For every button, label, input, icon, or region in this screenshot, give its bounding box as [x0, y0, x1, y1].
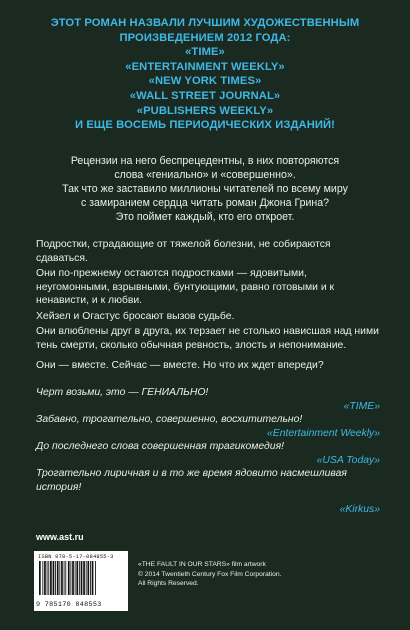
description-paragraph: Они — вместе. Сейчас — вместе. Но что их ждет впереди?	[36, 360, 324, 371]
credit-line: «THE FAULT IN OUR STARS» film artwork	[138, 561, 266, 568]
barcode-bar	[48, 561, 49, 595]
barcode-bar	[86, 561, 87, 595]
credit-line: © 2014 Twentieth Century Fox Film Corporation.	[138, 570, 282, 578]
review-source: «Kirkus»	[339, 504, 380, 515]
intro-line: с замиранием сердца читать роман Джона Грина?	[80, 197, 330, 209]
description-block	[36, 238, 380, 373]
barcode-bar	[81, 561, 83, 595]
barcode-bar	[72, 561, 74, 595]
barcode-bar	[47, 561, 48, 595]
publisher-url: www.ast.ru	[36, 532, 84, 542]
barcode-bar	[65, 561, 66, 595]
awards-publication: «TIME»	[185, 46, 225, 59]
film-credits	[138, 560, 281, 589]
barcode-bar	[83, 561, 85, 595]
review-source: «Entertainment Weekly»	[266, 427, 380, 439]
awards-publication: «ENTERTAINMENT WEEKLY»	[125, 60, 285, 73]
barcode-bar	[79, 561, 80, 595]
barcode-bar	[59, 561, 60, 595]
awards-line: ЭТОТ РОМАН НАЗВАЛИ ЛУЧШИМ ХУДОЖЕСТВЕННЫМ	[50, 17, 360, 29]
review-source: «USA Today»	[316, 454, 380, 466]
reviews-block	[36, 386, 380, 517]
awards-publication: «PUBLISHERS WEEKLY»	[136, 104, 274, 117]
barcode-bar	[44, 561, 46, 595]
description-paragraph: Они по-прежнему остаются подростками — ядовитыми, неугомонными, взрывными, бунтующими, равно готовыми и к ненависти, и к любви.	[36, 268, 335, 306]
description-paragraph: Они влюблены друг в друга, их терзает не столько нависшая над ними тень смерти, сколько обычная ревность, злость и непонимание.	[36, 326, 379, 351]
barcode-bar	[92, 561, 94, 595]
awards-block	[10, 16, 400, 133]
barcode-bar	[55, 561, 56, 595]
awards-publication: «NEW YORK TIMES»	[148, 75, 262, 88]
barcode	[34, 551, 128, 611]
description-paragraph: Хейзел и Огастус бросают вызов судьбе.	[36, 310, 235, 322]
barcode-bar	[50, 561, 52, 595]
barcode-bar	[75, 561, 76, 595]
description-paragraph: Подростки, страдающие от тяжелой болезни, не собираются сдаваться.	[36, 239, 331, 264]
intro-block	[14, 154, 396, 224]
barcode-bar	[61, 561, 63, 595]
isbn-text: ISBN 978-5-17-084855-3	[38, 554, 114, 560]
barcode-bar	[90, 561, 91, 595]
barcode-bars	[38, 561, 124, 601]
review-source: «TIME»	[343, 400, 380, 412]
barcode-bar	[42, 561, 43, 595]
awards-line: И ЕЩЕ ВОСЕМЬ ПЕРИОДИЧЕСКИХ ИЗДАНИЙ!	[75, 119, 335, 132]
barcode-bar	[53, 561, 55, 595]
intro-line: Это поймет каждый, кто его откроет.	[115, 211, 295, 223]
awards-line: ПРОИЗВЕДЕНИЕМ 2012 ГОДА:	[119, 31, 291, 44]
intro-line: слова «гениально» и «совершенно».	[114, 169, 296, 181]
barcode-bar	[87, 561, 89, 595]
awards-publication: «WALL STREET JOURNAL»	[129, 89, 281, 102]
barcode-bar	[95, 561, 96, 595]
barcode-bar	[64, 561, 65, 595]
intro-line: Так что же заставило миллионы читателей по всему миру	[62, 183, 348, 195]
credit-line: All Rights Reserved.	[138, 580, 199, 588]
intro-line: Рецензии на него беспрецедентны, в них повторяются	[70, 155, 340, 167]
barcode-bar	[76, 561, 78, 595]
barcode-bar	[57, 561, 59, 595]
barcode-bar	[39, 561, 41, 595]
review-quote: До последнего слова совершенная трагикомедия!	[36, 441, 285, 452]
barcode-digits: 9 785170 848553	[36, 601, 102, 609]
review-quote: Трогательно лиричная и в то же время ядовито насмешливая история!	[36, 468, 347, 493]
review-quote: Черт возьми, это — ГЕНИАЛЬНО!	[36, 387, 209, 398]
barcode-bar	[70, 561, 71, 595]
review-quote: Забавно, трогательно, совершенно, восхитительно!	[36, 414, 303, 425]
barcode-bar	[68, 561, 70, 595]
